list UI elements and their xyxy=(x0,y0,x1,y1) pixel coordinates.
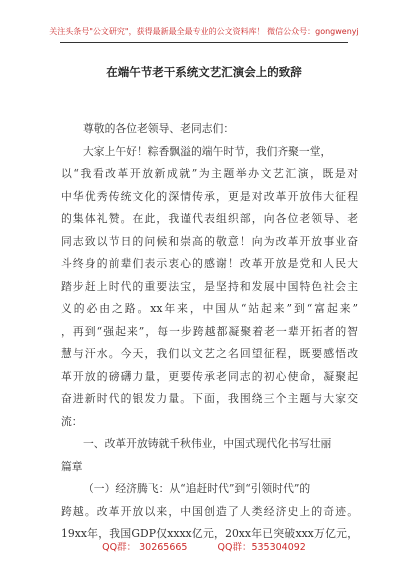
body-line: 奋进新时代的银发力量。下面，我围绕三个主题与大家交 xyxy=(61,392,358,405)
document-title: 在端午节老干系统文艺汇演会上的致辞 xyxy=(106,65,302,79)
footer-qq-group-1: QQ群： 30265665 xyxy=(102,542,188,553)
document-body xyxy=(61,118,358,546)
body-line: ，再到“强起来”，每一步跨越都凝聚着老一辈开拓者的智 xyxy=(61,324,358,338)
section-heading: 一、改革开放铸就千秋伟业，中国式现代化书写壮丽 xyxy=(83,437,332,450)
body-line: 革开放的磅礴力量，更要传承老同志的初心使命，凝聚起 xyxy=(61,369,358,383)
footer xyxy=(0,539,408,553)
body-line: 斗终身的前辈们表示衷心的感谢！改革开放是党和人民大 xyxy=(61,257,358,270)
body-line: 19xx年，我国GDP仅xxxx亿元，20xx年已突破xxx万亿元， xyxy=(61,527,358,540)
subsection-heading: （一）经济腾飞：从“追赶时代”到“引领时代”的 xyxy=(83,482,311,495)
body-line: 的集体礼赞。在此，我谨代表组织部，向各位老领导、老 xyxy=(61,212,358,225)
body-line: 大家上午好！粽香飘溢的端午时节，我们齐聚一堂， xyxy=(83,144,332,158)
body-line: 流： xyxy=(61,414,83,428)
body-line: 以“我看改革开放新成就”为主题举办文艺汇演，既是对 xyxy=(61,167,358,180)
section-heading-continued: 篇章 xyxy=(61,459,83,473)
body-line: 踏步赶上时代的重要法宝，是坚持和发展中国特色社会主 xyxy=(61,279,358,293)
header-note: 关注头条号"公文研究"，获得最新最全最专业的公文资料库！ 微信公众号：gongwenyj xyxy=(49,27,359,36)
salutation: 尊敬的各位老领导、老同志们： xyxy=(83,122,235,135)
body-line: 慧与汗水。今天，我们以文艺之名回望征程，既要感悟改 xyxy=(61,347,358,360)
footer-qq-group-2: QQ群：535304092 xyxy=(217,542,306,553)
body-line: 中华优秀传统文化的深情传承，更是对改革开放伟大征程 xyxy=(61,189,358,203)
header-divider xyxy=(60,42,348,43)
body-line: 义的必由之路。xx年来，中国从“站起来”到“富起来” xyxy=(61,302,358,315)
body-line: 同志致以节日的问候和崇高的敬意！向为改革开放事业奋 xyxy=(61,234,358,248)
body-line: 跨越。改革开放以来，中国创造了人类经济史上的奇迹。 xyxy=(61,504,358,518)
